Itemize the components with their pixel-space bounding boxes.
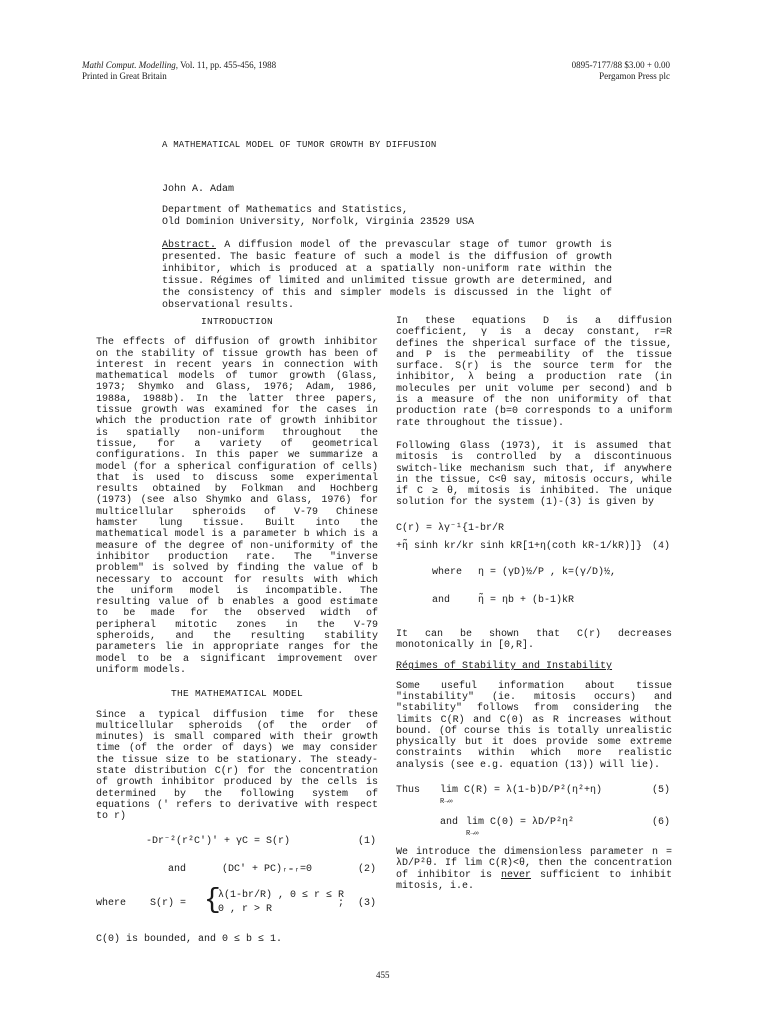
abstract-text: A diffusion model of the prevascular stage of tumor growth is presented. The basic feature of such a model is the diffusion of growth inhibitor, which is produced at a spatially non-uniform rate within the tissue. Régimes of limited and unlimited tissue growth are determined, and the consistency of this and simpler models is discussed in the light of observational results. <box>162 240 612 311</box>
equation-6-number: (6) <box>651 817 670 829</box>
journal-header <box>82 60 276 82</box>
equation-6-and: and <box>440 817 459 829</box>
equation-5-thus: Thus <box>396 785 421 797</box>
affiliation <box>162 205 474 229</box>
intro-paragraph: The effects of diffusion of growth inhibitor on the stability of tissue growth has been of interest in recent years in connection with mathematical models of tumor growth (Glass, 1973; Shymko and Glass, 1976; Adam, 1986, 1988a, 1988b). In the latter three papers, tissue growth was examined for the cases in which the production rate of growth inhibitor is spatially non-uniform throughout the tissue, for a variety of geometrical configurations. In this paper we summarize a model (for a spherical configuration of cells) that is used to discuss some experimental results obtained by Folkman and Hochberg (1973) (see also Shymko and Glass, 1976) for multicellular spheroids of V-79 Chinese hamster lung tissue. Built into the mathematical model is a parameter b which is a measure of the degree of non-uniformity of the inhibitor production rate. The "inverse problem" is solved by finding the value of b necessary to account for results with which the uniform model is incompatible. The resulting value of b enables a good estimate to be made for the observed width of peripheral mitotic zones in the V-79 spheroids, and the resulting stability parameters lie in appropriate ranges for the model to be a significant improvement over uniform models. <box>96 337 378 676</box>
right-column <box>396 316 672 892</box>
left-column <box>96 316 378 946</box>
equation-1-number: (1) <box>357 836 376 848</box>
dimensionless-text-2: sufficient to inhibit mitosis, i.e. <box>396 869 672 892</box>
model-paragraph: Since a typical diffusion time for these multicellular spheroids (of the order of minutes) is small compared with their growth time (of the order of days) we may consider the tissue size to be stationary. The steady-state distribution C(r) for the concentration of growth inhibitor produced by the cells is determined by the following system of equations (' refers to derivative with respect to r) <box>96 709 378 823</box>
issn: 0895-7177/88 $3.00 + 0.00 <box>571 60 670 70</box>
author: John A. Adam <box>162 184 235 195</box>
equation-3-brace: { <box>204 885 221 917</box>
publisher: Pergamon Press plc <box>599 71 670 81</box>
equation-4-number: (4) <box>651 540 670 552</box>
equation-4-line-4 <box>396 595 672 629</box>
definitions-paragraph: In these equations D is a diffusion coefficient, γ is a decay constant, r=R defines the shperical surface of the tissue, and P is the permeability of the tissue surface. S(r) is the source term for the inhibitor, λ being a production rate (in molecules per unit volume per second) and b is a measure of the non uniformity of that production rate (b=0 corresponds to a uniform rate throughout the tissue). <box>396 316 672 429</box>
publisher-header <box>572 60 670 82</box>
equation-3-case-1: λ(1-br/R) , 0 ≤ r ≤ R <box>218 890 345 902</box>
dimensionless-paragraph <box>396 847 672 892</box>
equation-6 <box>396 817 672 847</box>
never-emphasis: never <box>500 869 531 881</box>
equation-4-line-3 <box>396 567 672 595</box>
paper-title: A MATHEMATICAL MODEL OF TUMOR GROWTH BY DIFFUSION <box>162 140 437 150</box>
equation-3-number: (3) <box>357 898 376 910</box>
dimensionless-text-1: We introduce the dimensionless parameter n = λD/P²θ. If lim C(R)<θ, then the concentration of inhibitor is <box>396 847 672 881</box>
equation-4-line-2 <box>396 541 672 567</box>
equation-4a: C(r) = λγ⁻¹{1-br/R <box>396 522 505 534</box>
bounded-condition: C(0) is bounded, and 0 ≤ b ≤ 1. <box>96 934 283 946</box>
affiliation-line-2: Old Dominion University, Norfolk, Virginia 23529 USA <box>162 217 475 228</box>
equation-4-line-1 <box>396 523 672 541</box>
page-number: 455 <box>376 970 390 980</box>
equation-6-body: lim C(0) = λD/P²η² <box>466 817 575 829</box>
equation-3-case-2: 0 , r > R <box>218 904 273 916</box>
equation-6-limit: R→∞ <box>466 830 479 839</box>
equation-1 <box>96 836 378 858</box>
equation-5-body: lim C(R) = λ(1-b)D/P²(η²+η) <box>440 785 603 797</box>
equation-5 <box>396 785 672 813</box>
equation-1-body: -Dr⁻²(r²C')' + γC = S(r) <box>146 836 291 848</box>
glass-paragraph: Following Glass (1973), it is assumed that mitosis is controlled by a discontinuous switch-like mechanism such that, if anywhere in the tissue, C<θ say, mitosis occurs, while if C ≥ θ, mitosis is inhibited. The unique solution for the system (1)-(3) is given by <box>396 440 672 509</box>
equation-2-body: (DC' + PC)ᵣ₌ᵣ=0 <box>222 864 313 876</box>
intro-heading: INTRODUCTION <box>200 316 273 327</box>
stability-paragraph: Some useful information about tissue "instability" (ie. mitosis occurs) and "stability" follows from considering the limits C(R) and C(0) as R increases without bound. (Of course this is totally unrealistic physically but it does provide some extreme constraints within which more realistic analysis (see e.g. equation (13)) will lie). <box>396 680 672 771</box>
equation-4c: η = (γD)½/P , k=(γ/D)½, <box>478 566 617 578</box>
equation-3-lhs: S(r) = <box>150 898 187 910</box>
abstract <box>162 240 612 312</box>
equation-4-where: where <box>432 566 463 578</box>
equation-2-and: and <box>168 864 187 876</box>
equation-2 <box>96 864 378 886</box>
equation-5-number: (5) <box>651 785 670 797</box>
equation-3-sep: ; <box>338 898 345 910</box>
stability-heading: Régimes of Stability and Instability <box>396 661 613 673</box>
equation-4-and: and <box>432 594 451 606</box>
model-heading: THE MATHEMATICAL MODEL <box>170 688 304 700</box>
monotonic-paragraph: It can be shown that C(r) decreases monotonically in [0,R]. <box>396 628 672 652</box>
affiliation-line-1: Department of Mathematics and Statistics, <box>162 205 409 216</box>
abstract-label: Abstract. <box>162 240 217 251</box>
equation-4d: η̃ = ηb + (b-1)kR <box>478 594 575 606</box>
journal-volume: Vol. 11, pp. 455-456, 1988 <box>180 60 277 70</box>
equation-5-limit: R→∞ <box>440 798 453 807</box>
journal-name: Mathl Comput. Modelling, <box>82 60 178 70</box>
equation-2-number: (2) <box>357 864 376 876</box>
equation-4b: +η̃ sinh kr/kr sinh kR[1+η(coth kR-1/kR)]} <box>396 540 643 552</box>
equation-3 <box>96 885 378 920</box>
printed-in: Printed in Great Britain <box>82 71 167 81</box>
equation-3-where: where <box>96 898 127 910</box>
